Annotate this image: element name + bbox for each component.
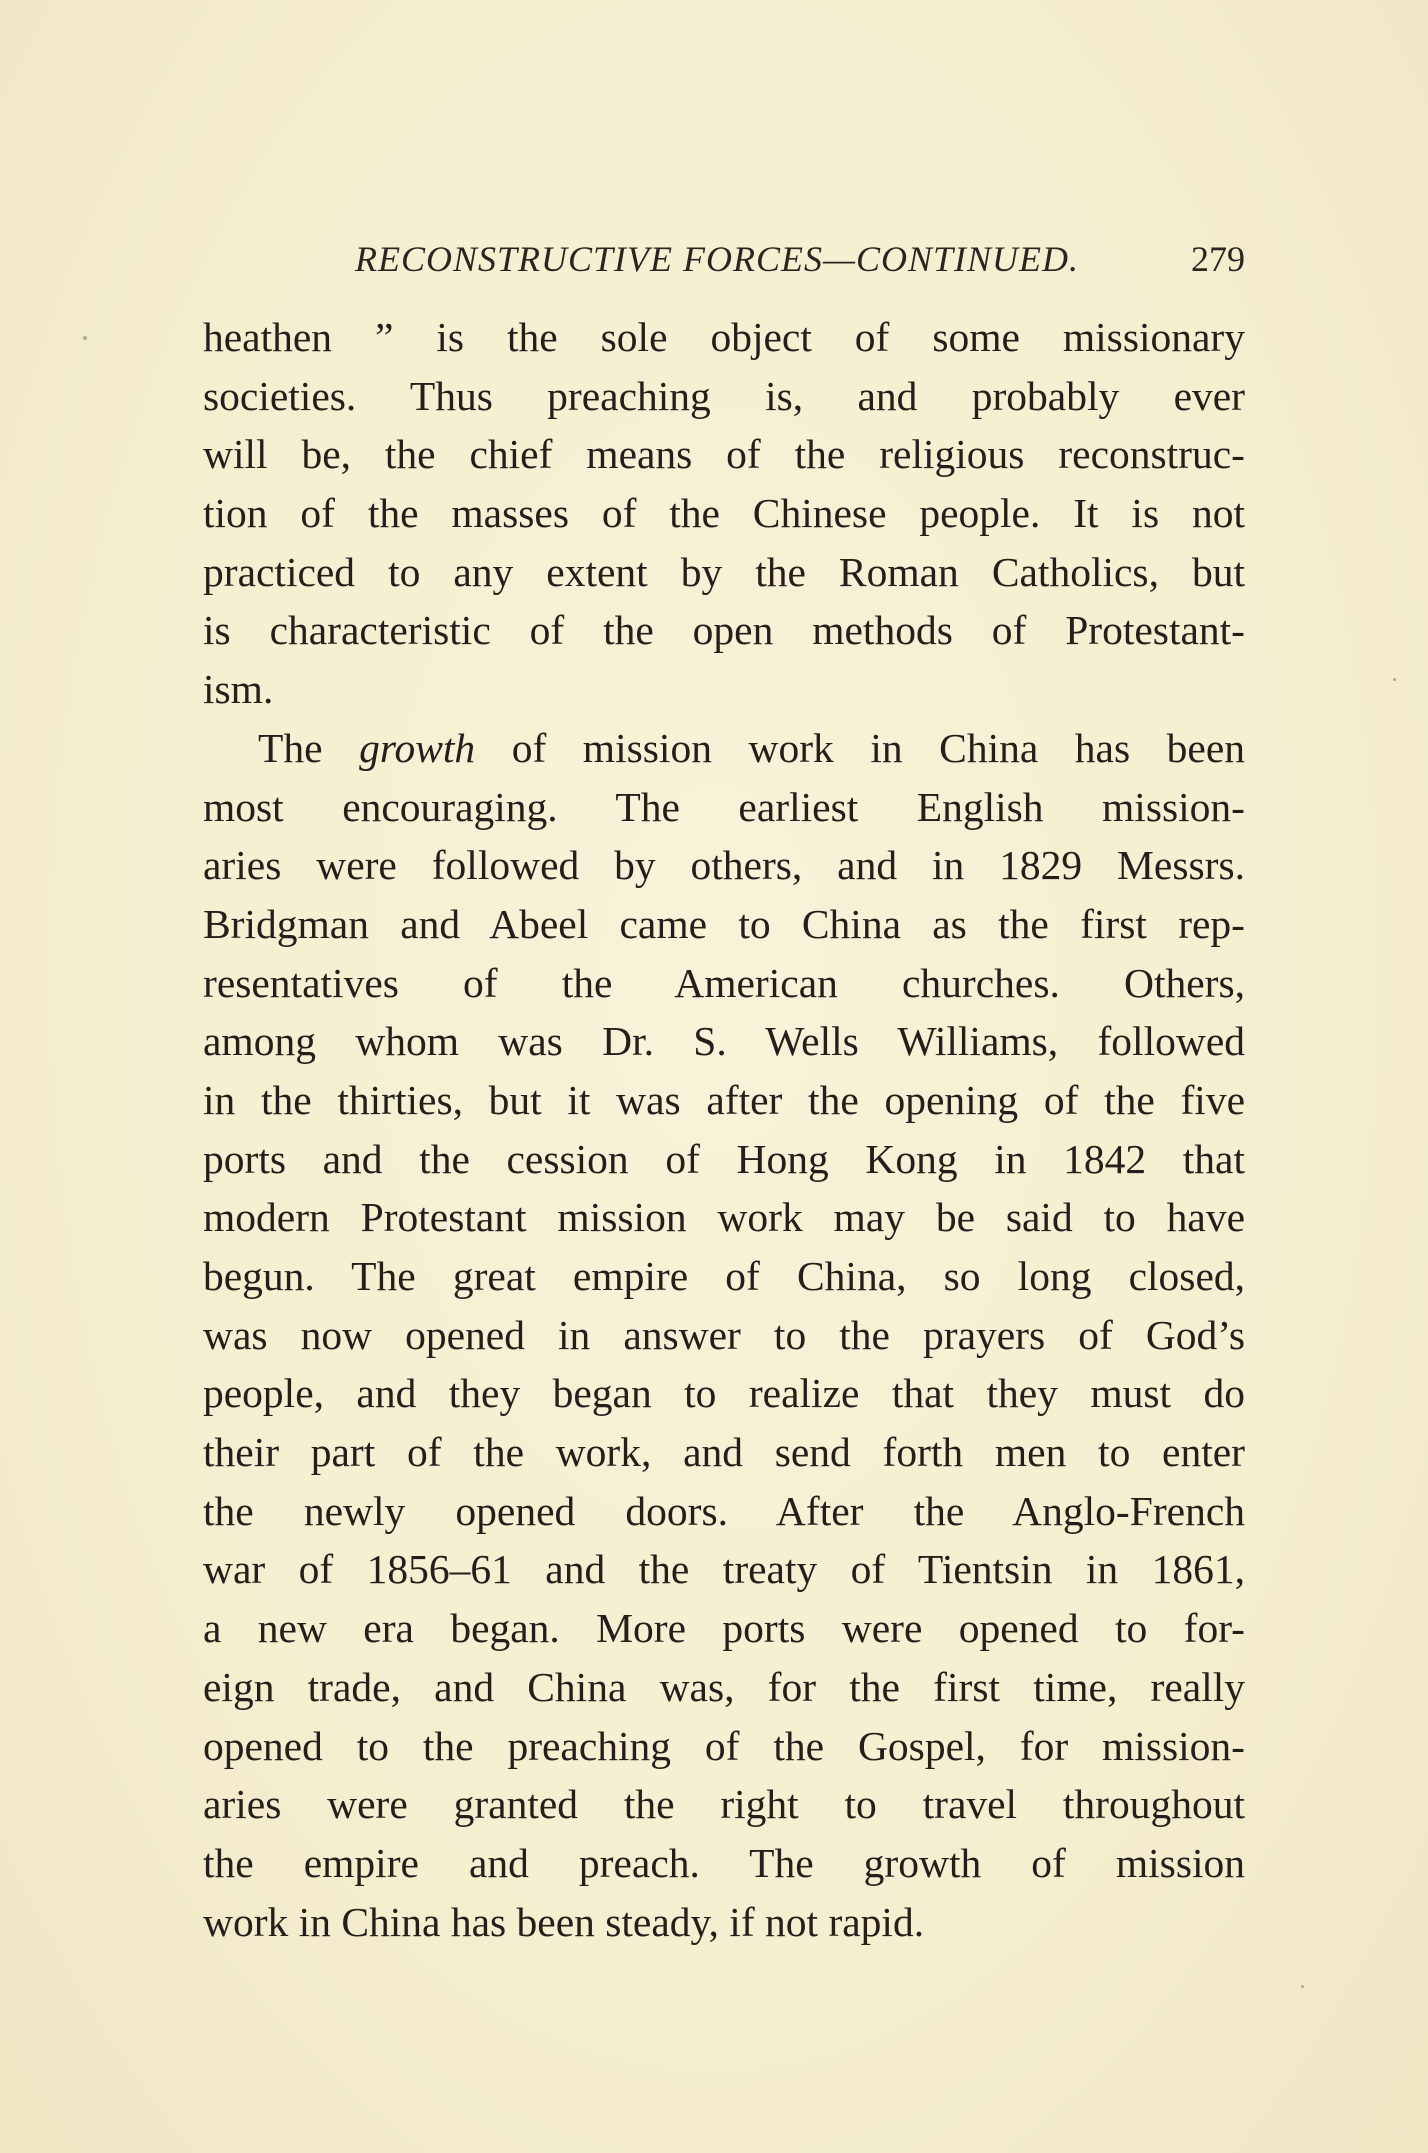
- running-head: [355, 238, 1245, 298]
- body-text: [203, 308, 1245, 1951]
- paragraph-1: [203, 308, 1245, 719]
- running-head-title: RECONSTRUCTIVE FORCES—CONTINUED.: [355, 239, 1080, 279]
- paper-speck: [1393, 678, 1396, 681]
- text-line: the empire and preach. The growth of mission: [203, 1839, 1245, 1886]
- text-fragment: of mission work in China has been: [511, 724, 1246, 771]
- text-line: people, and they began to realize that they must do: [203, 1370, 1245, 1417]
- text-line: among whom was Dr. S. Wells Williams, followed: [203, 1018, 1245, 1065]
- text-line: tion of the masses of the Chinese people. It is not: [203, 490, 1245, 537]
- text-line: in the thirties, but it was after the opening of the five: [203, 1076, 1245, 1123]
- text-line: was now opened in answer to the prayers of God’s: [203, 1311, 1245, 1358]
- paragraph-2: [203, 719, 1245, 1951]
- paper-speck: [83, 336, 87, 340]
- text-line: aries were followed by others, and in 1829 Messrs.: [203, 842, 1245, 889]
- text-line: Bridgman and Abeel came to China as the first rep-: [203, 900, 1245, 947]
- text-line: modern Protestant mission work may be said to have: [203, 1194, 1245, 1241]
- text-line: heathen ” is the sole object of some missionary: [203, 314, 1245, 360]
- text-line: aries were granted the right to travel throughout: [203, 1781, 1245, 1828]
- page-number: 279: [1191, 239, 1245, 279]
- text-line: a new era began. More ports were opened to for-: [203, 1605, 1245, 1652]
- text-line: is characteristic of the open methods of Protestant-: [203, 607, 1245, 654]
- text-line: war of 1856–61 and the treaty of Tientsin in 1861,: [203, 1546, 1245, 1593]
- text-line: [203, 719, 1245, 778]
- emphasis-word: growth: [359, 724, 476, 771]
- text-line: begun. The great empire of China, so long closed,: [203, 1253, 1245, 1299]
- text-line: practiced to any extent by the Roman Catholics, but: [203, 548, 1245, 595]
- text-line: societies. Thus preaching is, and probably ever: [203, 372, 1245, 419]
- text-line: ports and the cession of Hong Kong in 1842 that: [203, 1135, 1245, 1182]
- text-fragment: The: [258, 724, 323, 771]
- text-line: the newly opened doors. After the Anglo-French: [203, 1487, 1245, 1534]
- paper-speck: [1301, 1985, 1304, 1988]
- text-line: ism.: [203, 666, 274, 713]
- text-line: will be, the chief means of the religious reconstruc-: [203, 431, 1245, 478]
- text-line: their part of the work, and send forth men to enter: [203, 1429, 1245, 1476]
- text-line: work in China has been steady, if not rapid.: [203, 1898, 925, 1945]
- text-line: most encouraging. The earliest English mission-: [203, 783, 1245, 830]
- text-line: eign trade, and China was, for the first time, really: [203, 1663, 1245, 1710]
- text-line: resentatives of the American churches. Others,: [203, 959, 1245, 1006]
- text-line: opened to the preaching of the Gospel, for mission-: [203, 1722, 1245, 1769]
